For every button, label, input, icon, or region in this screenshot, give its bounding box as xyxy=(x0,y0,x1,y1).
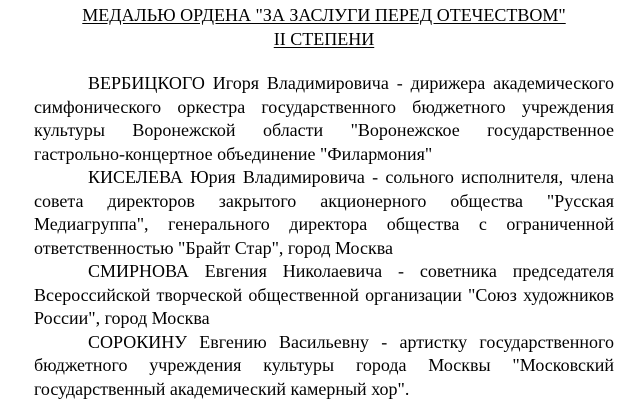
document-page xyxy=(34,4,614,401)
award-entry-smirnov xyxy=(34,260,614,331)
recipient-details: Евгения Николаевича - советника председателя Всероссийской творческой общественной организации "Союз художников России", город Москва xyxy=(34,261,615,328)
award-entry-kiselev xyxy=(34,166,614,260)
award-heading xyxy=(34,4,614,51)
recipient-surname: КИСЕЛЕВА xyxy=(88,167,183,187)
award-entry-verbitsky xyxy=(34,72,614,166)
recipient-surname: ВЕРБИЦКОГО xyxy=(88,73,205,93)
award-heading-line1: МЕДАЛЬЮ ОРДЕНА "ЗА ЗАСЛУГИ ПЕРЕД ОТЕЧЕСТВОМ" xyxy=(82,5,566,25)
heading-spacer xyxy=(34,51,614,72)
award-entry-sorokina xyxy=(34,331,614,402)
recipient-details: Юрия Владимировича - сольного исполнителя, члена совета директоров закрытого акционерного общества "Русская Медиагруппа", генерального директора общества с ограниченной ответственностью "Брайт Стар", город Москва xyxy=(34,167,614,258)
recipient-details: Игоря Владимировича - дирижера академического симфонического оркестра государственного бюджетного учреждения культуры Воронежской области "Воронежское государственное гастрольно-концертное объединение "Филармония" xyxy=(34,73,614,164)
recipient-details: Евгению Васильевну - артистку государственного бюджетного учреждения культуры города Москвы "Московский государственный академический камерный хор". xyxy=(34,331,614,399)
award-heading-line2: II СТЕПЕНИ xyxy=(273,28,375,49)
recipient-surname: СОРОКИНУ xyxy=(88,331,187,352)
recipient-surname: СМИРНОВА xyxy=(88,261,189,281)
